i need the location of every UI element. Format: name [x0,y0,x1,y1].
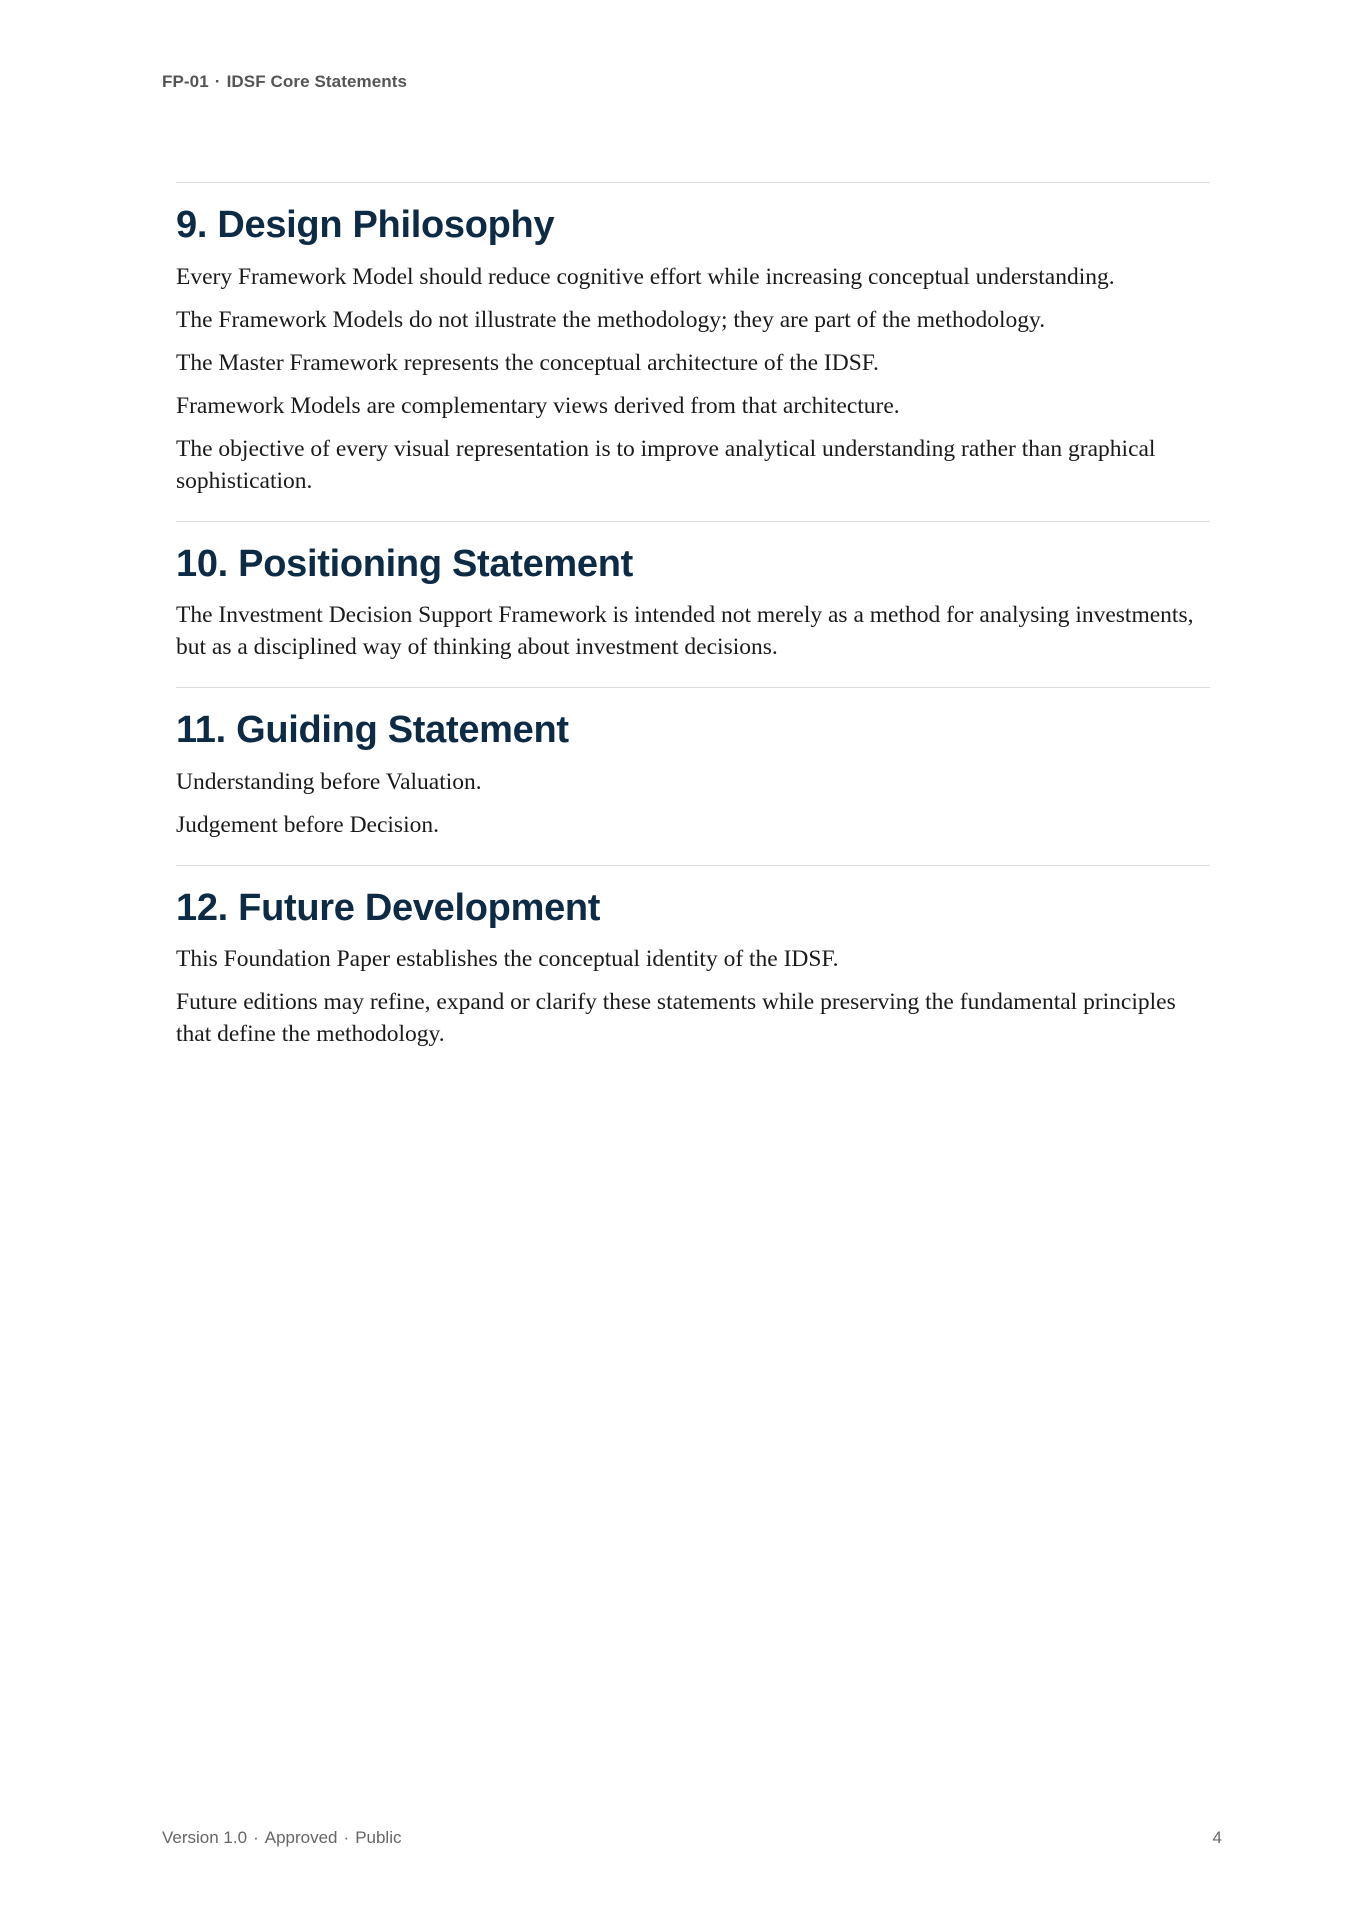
paragraph: Framework Models are complementary views derived from that architecture. [176,392,900,419]
page-content [176,182,1210,1074]
section-heading: 11. Guiding Statement [176,709,569,752]
header-separator: · [214,72,221,91]
page-number: 4 [1212,1828,1222,1847]
doc-code: FP-01 [162,72,209,91]
section-future-development [176,865,1210,1051]
footer-meta [162,1828,402,1848]
footer-version: Version 1.0 [162,1828,248,1847]
section-heading: 9. Design Philosophy [176,204,555,246]
page-header [162,72,407,92]
doc-title: IDSF Core Statements [226,72,408,91]
footer-classification: Public [355,1828,402,1847]
paragraph: Every Framework Model should reduce cognitive effort while increasing conceptual understanding. [176,263,1115,290]
paragraph: The Framework Models do not illustrate the methodology; they are part of the methodology. [176,306,1046,333]
paragraph: The Investment Decision Support Framework is intended not merely as a method for analysing investments, but as a disciplined way of thinking about investment decisions. [176,602,1194,661]
footer-separator: · [253,1828,259,1847]
paragraph: Understanding before Valuation. [176,768,482,795]
paragraph: The Master Framework represents the conceptual architecture of the IDSF. [176,349,879,376]
paragraph: This Foundation Paper establishes the conceptual identity of the IDSF. [176,946,839,973]
footer-separator: · [343,1828,350,1847]
paragraph: Future editions may refine, expand or clarify these statements while preserving the fundamental principles that define the methodology. [176,989,1176,1048]
section-positioning-statement [176,521,1210,664]
section-heading: 12. Future Development [176,886,601,929]
paragraph: The objective of every visual representation is to improve analytical understanding rather than graphical sophistication. [176,435,1156,494]
paragraph: Judgement before Decision. [176,811,439,838]
footer-status: Approved [264,1828,338,1847]
section-heading: 10. Positioning Statement [176,542,634,585]
section-design-philosophy [176,182,1210,497]
page-footer [162,1828,1222,1848]
section-guiding-statement [176,687,1210,841]
